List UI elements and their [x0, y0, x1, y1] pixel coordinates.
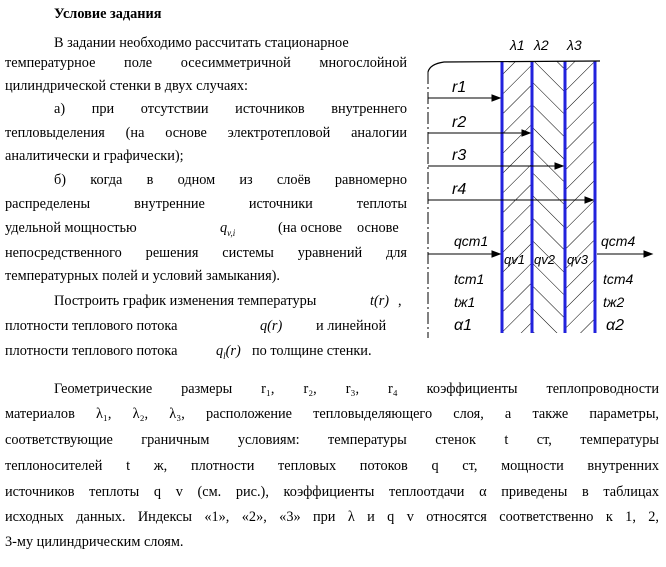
- paragraph-line: и линейной: [316, 318, 387, 334]
- cylindrical-wall-figure: [410, 28, 666, 348]
- r2-label: r2: [452, 114, 467, 131]
- math-symbol: t(r): [370, 293, 390, 309]
- paragraph-line: соответствующие граничным условиям: температуры стенок t ст, температуры: [5, 432, 659, 448]
- paragraph-line: 3-му цилиндрическим слоям.: [5, 534, 184, 550]
- alpha2-label: α2: [606, 317, 625, 334]
- qcm1-label: qcm1: [454, 233, 489, 249]
- paragraph-line: цилиндрической стенки в двух случаях:: [5, 78, 248, 94]
- lambda1-label: λ1: [510, 37, 525, 53]
- qv3-label: qv3: [567, 252, 588, 267]
- math-symbol: q(r): [260, 318, 283, 334]
- lambda2-label: λ2: [534, 37, 549, 53]
- paragraph-line: (на основе: [278, 220, 342, 236]
- paragraph-line: а) при отсутствии источников внутреннего: [54, 101, 407, 117]
- math-symbol: $q_l(r)$: [216, 343, 241, 361]
- paragraph-line: аналитически и графически);: [5, 148, 184, 164]
- paragraph-line: основе: [357, 220, 399, 236]
- r3-label: r3: [452, 147, 467, 164]
- paragraph-line: ,: [398, 293, 402, 309]
- r4-label: r4: [452, 181, 467, 198]
- layer-2-hatch: [532, 61, 565, 333]
- paragraph-line: плотности теплового потока: [5, 318, 178, 334]
- paragraph-line: непосредственного решения системы уравнений для: [5, 245, 407, 261]
- lambda3-label: λ3: [567, 37, 582, 53]
- tcm4-label: tcm4: [603, 271, 634, 287]
- paragraph-line: по толщине стенки.: [252, 343, 372, 359]
- tzh2-label: tж2: [603, 294, 625, 310]
- qv2-label: qv2: [534, 252, 555, 267]
- tzh1-label: tж1: [454, 294, 476, 310]
- paragraph-line: Построить график изменения температуры: [54, 293, 317, 309]
- qcm4-label: qcm4: [601, 233, 636, 249]
- paragraph-line: распределены внутренние источники теплоты: [5, 196, 407, 212]
- paragraph-line: температурное поле осесимметричной многослойной: [5, 55, 407, 71]
- paragraph-line: температурных полей и условий замыкания).: [5, 268, 280, 284]
- alpha1-label: α1: [454, 317, 473, 334]
- paragraph-line: теплоносителей t ж, плотности тепловых потоков q ст, мощности внутренних: [5, 458, 659, 474]
- r1-label: r1: [452, 79, 467, 96]
- tcm1-label: tcm1: [454, 271, 485, 287]
- paragraph-line: плотности теплового потока: [5, 343, 178, 359]
- paragraph-line: тепловыделения (на основе электротепловой аналогии: [5, 125, 407, 141]
- paragraph-line: удельной мощностью: [5, 220, 137, 236]
- qv1-label: qv1: [504, 252, 525, 267]
- paragraph-line: Геометрические размеры r₁, r₂, r₃, r₄ коэффициенты теплопроводности: [54, 381, 659, 397]
- paragraph-line: материалов λ₁, λ₂, λ₃, расположение тепловыделяющего слоя, а также параметры,: [5, 406, 659, 422]
- paragraph-line: источников теплоты q v (см. рис.), коэффициенты теплоотдачи α приведены в таблицах: [5, 484, 659, 500]
- section-heading: Условие задания: [54, 6, 162, 22]
- math-symbol: $q_{v,i}$: [220, 220, 236, 238]
- layer-3-hatch: [565, 61, 595, 333]
- paragraph-line: В задании необходимо рассчитать стационарное: [54, 35, 349, 51]
- paragraph-line: б) когда в одном из слоёв равномерно: [54, 172, 407, 188]
- layer-1-hatch: [502, 61, 532, 333]
- paragraph-line: исходных данных. Индексы «1», «2», «3» при λ и q v относятся соответственно к 1, 2,: [5, 509, 659, 525]
